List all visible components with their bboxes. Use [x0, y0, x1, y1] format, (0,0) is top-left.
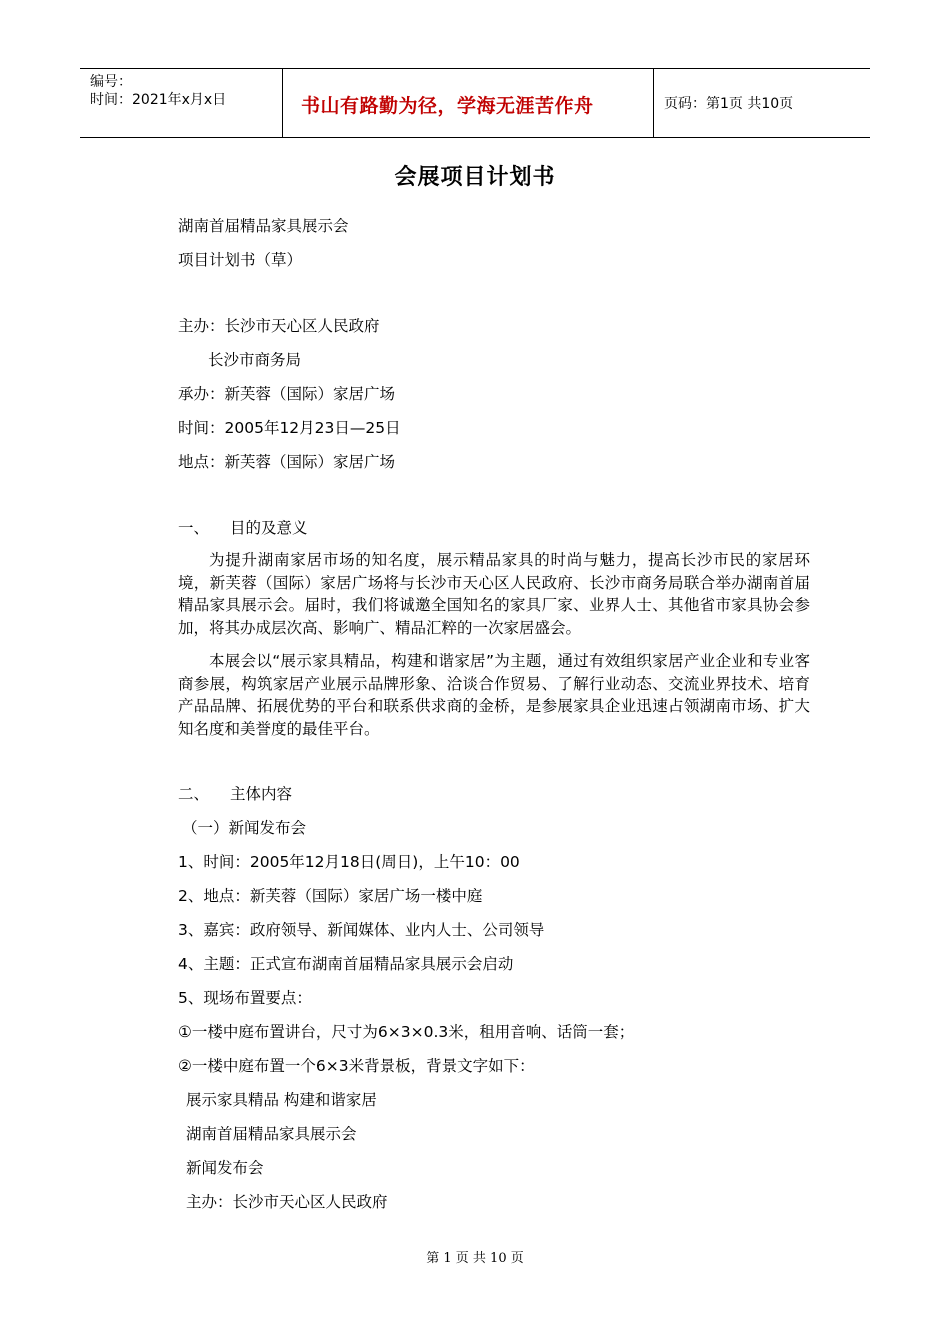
section-2-heading [178, 782, 292, 804]
header-motto: 书山有路勤为径，学海无涯苦作舟 [301, 95, 594, 117]
serial-label: 编号： [90, 74, 132, 90]
cover-host-2: 长沙市商务局 [208, 351, 302, 369]
list-item: 1、时间：2005年12月18日(周日)，上午10：00 [178, 853, 520, 871]
cover-host: 主办：长沙市天心区人民政府 [178, 317, 380, 335]
list-item: 5、现场布置要点： [178, 989, 312, 1007]
section-2-number: 二、 [178, 785, 210, 803]
section-1-number: 一、 [178, 519, 210, 537]
board-text-line: 湖南首届精品家具展示会 [186, 1125, 357, 1143]
time-label: 时间：2021年x月x日 [90, 92, 227, 108]
cover-line-1: 湖南首届精品家具展示会 [178, 217, 349, 235]
list-item: 2、地点：新芙蓉（国际）家居广场一楼中庭 [178, 887, 483, 905]
section-1-title: 目的及意义 [230, 519, 308, 537]
section-2-title: 主体内容 [230, 785, 293, 803]
header-motto-cell [283, 69, 654, 137]
cover-organizer: 承办：新芙蓉（国际）家居广场 [178, 385, 396, 403]
list-item: 3、嘉宾：政府领导、新闻媒体、业内人士、公司领导 [178, 921, 545, 939]
page-footer: 第 1 页 共 10 页 [426, 1251, 524, 1266]
subsection-heading: （一）新闻发布会 [182, 819, 307, 837]
cover-place: 地点：新芙蓉（国际）家居广场 [178, 453, 396, 471]
page-header [80, 68, 870, 138]
board-text-line: 新闻发布会 [186, 1159, 264, 1177]
board-text-line: 展示家具精品 构建和谐家居 [186, 1091, 377, 1109]
list-item: ①一楼中庭布置讲台，尺寸为6×3×0.3米，租用音响、话筒一套； [178, 1023, 635, 1041]
board-text-line: 主办：长沙市天心区人民政府 [186, 1193, 388, 1211]
header-page-cell [654, 69, 870, 137]
section-1-paragraph-1: 为提升湖南家居市场的知名度，展示精品家具的时尚与魅力，提高长沙市民的家居环境，新芙蓉（国际）家居广场将与长沙市天心区人民政府、长沙市商务局联合举办湖南首届精品家具展示会。届时，我们将诚邀全国知名的家具厂家、业界人士、其他省市家具协会参加，将其办成层次高、影响广、精品汇粹的一次家居盛会。 [178, 551, 810, 637]
cover-line-2: 项目计划书（草） [178, 251, 303, 269]
cover-time: 时间：2005年12月23日—25日 [178, 419, 401, 437]
header-left-cell [80, 69, 283, 137]
section-1-heading [178, 516, 308, 538]
section-1-paragraph-2: 本展会以“展示家具精品，构建和谐家居”为主题，通过有效组织家居产业企业和专业客商参展，构筑家居产业展示品牌形象、洽谈合作贸易、了解行业动态、交流业界技术、培育产品品牌、拓展优势的平台和联系供求商的金桥，是参展家具企业迅速占领湖南市场、扩大知名度和美誉度的最佳平台。 [178, 652, 810, 738]
list-item: ②一楼中庭布置一个6×3米背景板，背景文字如下： [178, 1057, 535, 1075]
document-title: 会展项目计划书 [394, 165, 556, 190]
header-page-info: 页码：第1页 共10页 [664, 96, 794, 112]
list-item: 4、主题：正式宣布湖南首届精品家具展示会启动 [178, 955, 514, 973]
